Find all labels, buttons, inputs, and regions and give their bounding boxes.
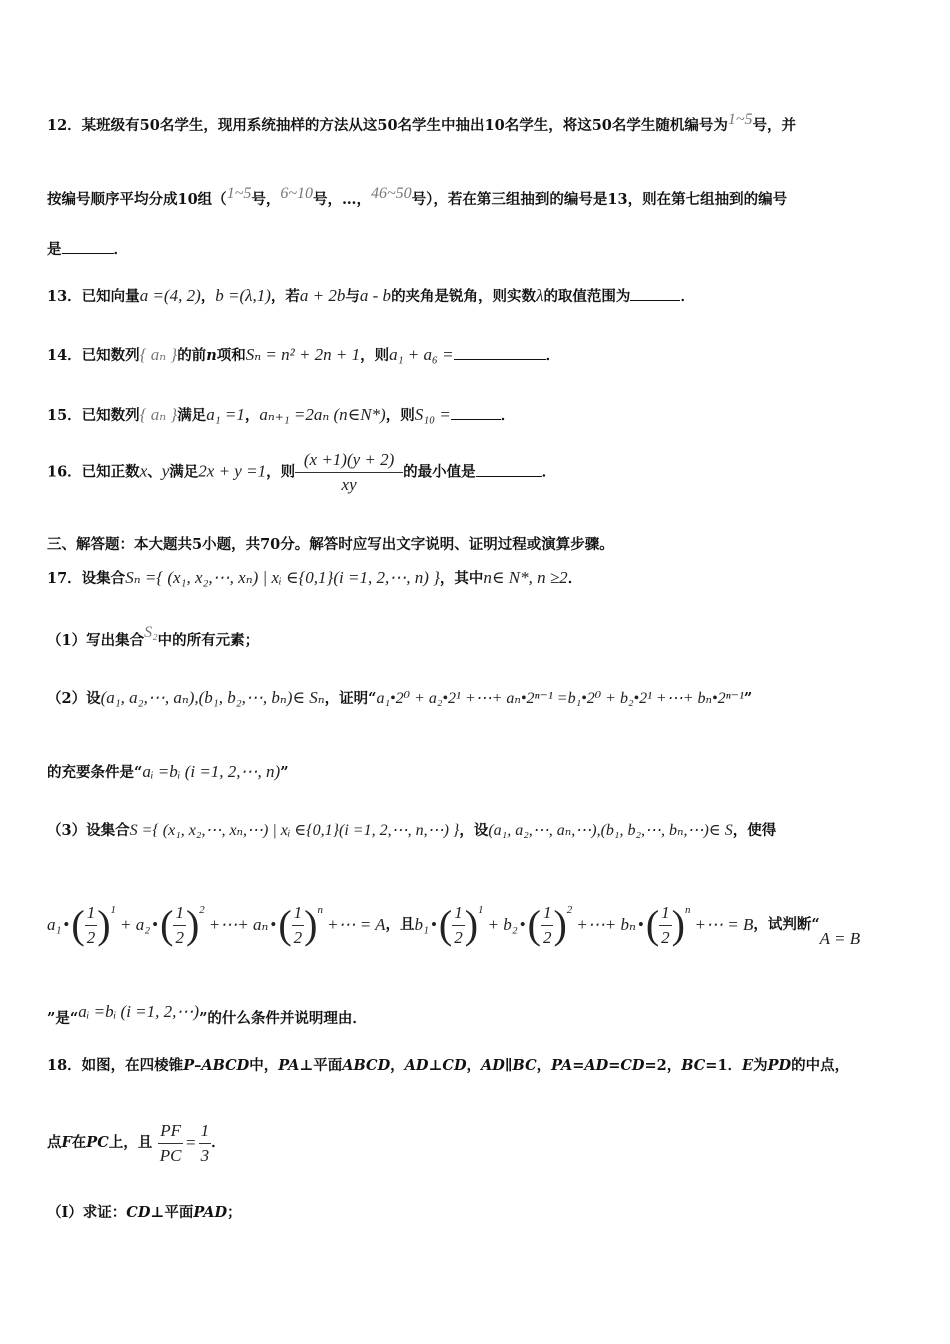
q17-dot-a1: • — [63, 915, 70, 934]
q16-fraction — [295, 450, 403, 495]
q18-l1-end: 的中点， — [791, 1057, 850, 1074]
q13-lambda: λ — [536, 286, 544, 305]
q18-equals: = — [186, 1133, 196, 1152]
q18-p1-cd: CD — [126, 1204, 151, 1221]
half-b1-den: 2 — [454, 927, 463, 947]
q14-mid3: ，则 — [360, 347, 390, 364]
exp-an: n — [317, 904, 323, 916]
q18-on: 在 — [71, 1134, 87, 1151]
q13-answer-blank — [630, 288, 680, 301]
q18-l2-end: ． — [211, 1134, 226, 1151]
exp-a1: 1 — [110, 904, 117, 916]
q18-c3: ， — [536, 1057, 552, 1074]
q12-text-3: 是 — [47, 241, 62, 258]
q17-judge: ，试判断“ — [753, 916, 820, 933]
q14-expr: a₁ + a₆ = — [389, 345, 454, 364]
q13-pre: 13．已知向量 — [47, 288, 140, 305]
q12-group1: 1~5 — [226, 185, 252, 202]
q17-eqA-end: +⋯ = A — [326, 915, 386, 934]
q17-p2-mid: ，证明“ — [324, 690, 377, 707]
q17-set: Sₙ ={ (x₁, x₂,⋯, xₙ) | xᵢ ∈{0,1}(i =1, 2,⋯, n) } — [125, 568, 440, 587]
q18-e: E — [742, 1057, 754, 1074]
q18-ratio-den: PC — [159, 1145, 182, 1165]
q17-dot-bn: • — [637, 915, 644, 934]
half-b1-num: 1 — [452, 903, 465, 926]
q16-line — [47, 450, 556, 495]
half-a1-den: 2 — [86, 927, 96, 947]
q17-bn: +⋯+ bₙ — [576, 915, 636, 934]
q18-on2: 上，且 — [108, 1134, 153, 1151]
q18-parallel: ∥ — [504, 1057, 513, 1074]
q15-sequence: { aₙ } — [139, 405, 178, 424]
q18-perp1: ⊥平面 — [299, 1057, 343, 1074]
q13-comma: ， — [200, 288, 216, 305]
q12-range-all: 1~5 — [727, 111, 753, 128]
q12-text-3-end: ． — [113, 241, 128, 258]
q18-c2: ， — [466, 1057, 482, 1074]
q17-b1: b₁ — [414, 915, 429, 934]
q16-end: ． — [541, 463, 557, 481]
q17-final — [47, 1002, 367, 1029]
q18-bc2: BC= — [681, 1057, 718, 1074]
q18-line2 — [47, 1118, 226, 1168]
q12-line1 — [47, 111, 797, 136]
q17-p3-mid: ，设 — [459, 822, 489, 839]
q13-expr1: a + 2b — [299, 286, 346, 305]
q17-p2-end: ” — [743, 690, 753, 707]
q18-third — [199, 1121, 212, 1166]
q18-perp2: ⊥ — [428, 1057, 443, 1074]
exp-b2: 2 — [566, 904, 573, 916]
half-an — [292, 903, 305, 948]
q16-numerator: (x +1)(y + 2) — [295, 450, 403, 473]
q18-pc: PC — [86, 1134, 109, 1151]
q18-third-den: 3 — [200, 1145, 210, 1165]
q13-mid2: 与 — [345, 288, 360, 305]
q17-mid: ，其中 — [439, 570, 484, 587]
q17-p1-pre: （1）写出集合 — [47, 632, 145, 649]
right-paren-a1: ) — [97, 902, 111, 947]
q18-t1: 中， — [249, 1057, 279, 1074]
q13-line — [47, 286, 695, 307]
q14-answer-blank — [454, 347, 546, 360]
q18-c1: ， — [390, 1057, 405, 1074]
q17-dot-an: • — [270, 915, 277, 934]
q17-a2: + a₂ — [120, 915, 151, 934]
q18-pre: 18．如图，在四棱锥 — [47, 1057, 184, 1074]
q16-sep: 、 — [147, 463, 162, 481]
q18-ad2: AD — [481, 1057, 505, 1074]
q18-bc: BC — [512, 1057, 537, 1074]
q16-answer-blank — [476, 464, 542, 477]
q12-line2 — [47, 185, 788, 210]
q14-sequence: { aₙ } — [139, 345, 178, 364]
q17-final-end: ”的什么条件并说明理由． — [199, 1010, 367, 1027]
right-paren-an: ) — [304, 902, 318, 947]
q17-dot-b1: • — [430, 915, 437, 934]
q17-an: +⋯+ aₙ — [208, 915, 269, 934]
right-paren-b1: ) — [464, 902, 479, 947]
half-a2-num: 1 — [173, 903, 186, 926]
q12-answer-blank — [62, 241, 114, 254]
q18-p1-pad: PAD — [193, 1204, 228, 1221]
q17-pre: 17．设集合 — [47, 570, 126, 587]
half-bn-den: 2 — [661, 927, 670, 947]
half-b2 — [541, 903, 554, 948]
q18-p1-perp: ⊥平面 — [150, 1204, 194, 1221]
q16-mid1: 满足 — [169, 463, 199, 481]
half-b1 — [452, 903, 465, 948]
q17-and: ，且 — [385, 916, 415, 933]
left-paren-b1: ( — [438, 902, 453, 947]
q12-text-2: 按编号顺序平均分成10组（ — [47, 191, 227, 208]
q17-AB: A = B — [819, 929, 861, 948]
q17-part1 — [47, 624, 260, 651]
q17-b2: + b₂ — [487, 915, 518, 934]
q13-mid1: ，若 — [270, 288, 300, 305]
q14-mid1: 的前 — [177, 347, 207, 364]
q17-condition: n∈ N*, n ≥2 — [483, 568, 568, 587]
q13-vector-b: b =(λ,1) — [215, 286, 271, 305]
q18-p1-end: ； — [227, 1204, 242, 1221]
q14-n: n — [206, 347, 217, 364]
right-paren-b2: ) — [553, 902, 567, 947]
half-b2-num: 1 — [541, 903, 554, 926]
right-paren-a2: ) — [185, 902, 200, 947]
q17-p3-set: S ={ (x₁, x₂,⋯, xₙ,⋯) | xᵢ ∈{0,1}(i =1, 2,⋯, n,⋯) } — [129, 822, 460, 839]
q17-part2 — [47, 688, 752, 709]
q18-pa: PA — [278, 1057, 300, 1074]
q17-p1-end: 中的所有元素； — [157, 632, 260, 649]
left-paren-bn: ( — [645, 902, 660, 947]
q17-eqB-end: +⋯ = B — [694, 915, 754, 934]
half-a2-den: 2 — [175, 927, 184, 947]
q17-p2b-pre: 的充要条件是“ — [47, 764, 143, 781]
q17-part2b — [47, 762, 289, 783]
exp-bn: n — [685, 904, 691, 916]
q18-one: 1 — [717, 1057, 728, 1074]
q15-a1: a₁ =1 — [206, 405, 245, 424]
q18-pd: PD — [767, 1057, 792, 1074]
exp-b1: 1 — [478, 904, 484, 916]
q18-third-num: 1 — [199, 1121, 212, 1144]
q15-s10: S₁₀ = — [414, 405, 451, 424]
q17-series-line — [47, 900, 860, 950]
q18-f: F — [61, 1134, 72, 1151]
q16-y: y — [161, 461, 170, 481]
q14-sn: Sₙ = n² + 2n + 1 — [245, 345, 361, 364]
q18-ratio-num: PF — [158, 1121, 183, 1144]
q17-p2-pre: （2）设 — [47, 690, 101, 707]
q12-group1-suffix: 号， — [251, 191, 281, 208]
left-paren-a2: ( — [160, 902, 174, 947]
q12-group2: 6~10 — [280, 185, 313, 202]
half-b2-den: 2 — [542, 927, 552, 947]
q18-ratio — [158, 1121, 183, 1166]
q14-mid2: 项和 — [216, 347, 246, 364]
q17-a1: a₁ — [47, 915, 62, 934]
half-an-num: 1 — [292, 903, 305, 926]
q18-cd: CD — [442, 1057, 467, 1074]
q15-mid2: ，则 — [385, 407, 415, 424]
q16-pre: 16．已知正数 — [47, 463, 140, 481]
q13-mid3: 的夹角是锐角，则实数 — [391, 288, 537, 305]
q18-part1 — [47, 1203, 242, 1223]
q12-group3: 46~50 — [371, 185, 412, 202]
q17-p2b-end: ” — [280, 764, 289, 781]
q17-dot-a2: • — [152, 915, 159, 934]
q14-end: ． — [545, 347, 561, 364]
q14-pre: 14．已知数列 — [47, 347, 140, 364]
q16-condition: 2x + y =1 — [198, 461, 267, 481]
q12-text-2-end: 号），若在第三组抽到的编号是13，则在第七组抽到的编号 — [411, 191, 788, 208]
q18-two: 2 — [656, 1057, 667, 1074]
q18-abcd: ABCD — [342, 1057, 391, 1074]
q17-final-q1: ”是“ — [47, 1010, 79, 1027]
q17-end: ． — [567, 570, 583, 587]
q15-line — [47, 405, 515, 426]
q17-p3-end: ，使得 — [732, 822, 777, 839]
q15-mid1: 满足 — [177, 407, 207, 424]
q17-part3 — [47, 821, 776, 841]
half-a1 — [85, 903, 98, 948]
q15-end: ． — [500, 407, 516, 424]
half-bn — [659, 903, 672, 948]
left-paren-b2: ( — [527, 902, 541, 947]
q18-c5: ． — [727, 1057, 743, 1074]
q18-line1 — [47, 1056, 849, 1076]
q18-mid: 为 — [753, 1057, 768, 1074]
q18-p1-pre: （Ⅰ）求证： — [47, 1204, 127, 1221]
q17-p2b-equation: aᵢ =bᵢ (i =1, 2,⋯, n) — [142, 762, 281, 781]
section3-text: 三、解答题：本大题共5小题，共70分。解答时应写出文字说明、证明过程或演算步骤。 — [47, 536, 614, 553]
section3-heading — [47, 535, 614, 555]
left-paren-an: ( — [278, 902, 292, 947]
q17-p2-tuple: (a₁, a₂,⋯, aₙ),(b₁, b₂,⋯, bₙ)∈ Sₙ — [100, 688, 325, 707]
half-an-den: 2 — [293, 927, 303, 947]
half-a1-num: 1 — [85, 903, 98, 926]
q12-text-1: 12．某班级有50名学生，现用系统抽样的方法从这50名学生中抽出10名学生，将这50名学生随机编号为 — [47, 117, 728, 134]
q12-group2-suffix: 号，…， — [313, 191, 371, 208]
q17-p3-tuple: (a₁, a₂,⋯, aₙ,⋯),(b₁, b₂,⋯, bₙ,⋯)∈ S — [488, 822, 733, 839]
q13-mid4: 的取值范围为 — [543, 288, 631, 305]
q17-p2-equation: a₁•2⁰ + a₂•2¹ +⋯+ aₙ•2ⁿ⁻¹ =b₁•2⁰ + b₂•2¹ +⋯+ bₙ•2ⁿ⁻¹ — [376, 690, 744, 707]
q16-denominator: xy — [341, 475, 357, 494]
q15-recurrence: aₙ₊₁ =2aₙ (n∈N*) — [259, 405, 386, 424]
q17-line — [47, 568, 582, 589]
q12-text-1-end: 号，并 — [752, 117, 797, 134]
q14-line — [47, 345, 560, 366]
q18-c4: ， — [666, 1057, 682, 1074]
q16-x: x — [139, 461, 148, 481]
q18-ad: AD — [404, 1057, 429, 1074]
q13-vector-a: a =(4, 2) — [139, 286, 201, 305]
q18-l2-pre: 点 — [47, 1134, 62, 1151]
q15-answer-blank — [451, 407, 501, 420]
q17-final-equation: aᵢ =bᵢ (i =1, 2,⋯) — [78, 1002, 200, 1021]
half-bn-num: 1 — [659, 903, 672, 926]
q18-eq1: PA=AD=CD= — [551, 1057, 657, 1074]
q15-comma: ， — [244, 407, 260, 424]
right-paren-bn: ) — [671, 902, 685, 947]
q16-mid2: ，则 — [266, 463, 296, 481]
q18-pyramid: P–ABCD — [183, 1057, 250, 1074]
q15-pre: 15．已知数列 — [47, 407, 140, 424]
q12-line3 — [47, 240, 128, 260]
left-paren-a1: ( — [71, 902, 85, 947]
half-a2 — [173, 903, 186, 948]
q16-mid3: 的最小值是 — [403, 463, 476, 481]
q13-expr2: a - b — [359, 286, 392, 305]
q17-dot-b2: • — [519, 915, 526, 934]
exp-a2: 2 — [199, 904, 205, 916]
q17-p3-pre: （3）设集合 — [47, 822, 130, 839]
q17-p1-s2: S₂ — [144, 624, 158, 641]
q13-end: ． — [680, 288, 695, 305]
